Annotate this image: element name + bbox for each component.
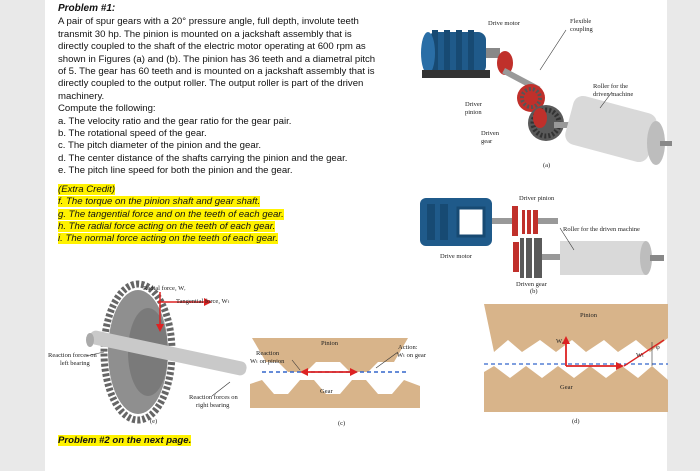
label-wr-d: Wᵣ <box>556 338 564 345</box>
label-roller-a-line1: Roller for the <box>593 83 629 90</box>
label-driver-pinion-a-line1: Driver <box>465 101 482 108</box>
figure-b-drawing <box>420 198 664 280</box>
extra-credit-item: i. The normal force acting on the teeth of each gear. <box>58 233 278 245</box>
label-pinion-d: Pinion <box>580 312 597 319</box>
next-page-note: Problem #2 on the next page. <box>58 435 192 446</box>
task-item: c. The pitch diameter of the pinion and the gear. <box>58 140 262 152</box>
motor-shaft-a <box>486 48 500 58</box>
statement-line: transmit 30 hp. The pinion is mounted on a jackshaft assembly that is <box>58 28 352 40</box>
extra-credit-item: g. The tangential force and on the teeth of each gear. <box>58 208 284 220</box>
caption-b: (b) <box>530 288 538 295</box>
compute-heading: Compute the following: <box>58 103 156 115</box>
label-gear-c: Gear <box>320 388 333 395</box>
label-reaction-left-line2: left bearing <box>60 360 90 367</box>
label-driven-gear-b: Driven gear <box>516 281 547 288</box>
statement-line: shown in Figures (a) and (b). The pinion has 36 teeth and a diametral pitch <box>58 53 376 65</box>
label-roller-b: Roller for the driven machine <box>563 226 640 233</box>
task-item: d. The center distance of the shafts carrying the pinion and the gear. <box>58 152 348 164</box>
statement-line: machinery. <box>58 90 105 102</box>
label-drive-motor-b: Drive motor <box>440 253 472 260</box>
driven-roller-b <box>560 241 646 275</box>
task-item: b. The rotational speed of the gear. <box>58 128 207 140</box>
label-reaction-c-line1: Reaction <box>256 350 280 357</box>
label-roller-a-line2: driven machine <box>593 91 634 98</box>
problem-title: Problem #1: <box>58 3 116 14</box>
label-pinion-c: Pinion <box>321 340 338 347</box>
label-tangential-force: Tangential force, Wₜ <box>176 298 230 305</box>
caption-e: (e) <box>150 418 158 425</box>
driven-gear-b <box>520 238 542 278</box>
gear-d <box>484 366 668 412</box>
extra-credit-heading: (Extra Credit) <box>58 183 116 195</box>
figure-c-drawing <box>250 338 420 408</box>
figure-a-drawing <box>421 30 672 165</box>
label-reaction-right-line1: Reaction forces on <box>189 394 238 401</box>
label-action-c-line2: Wₜ on gear <box>397 352 426 359</box>
caption-c: (c) <box>338 420 346 427</box>
pinion-d <box>484 304 668 352</box>
label-wt-d: Wₜ <box>636 352 645 359</box>
label-radial-force: Radial force, Wᵣ <box>143 285 186 292</box>
label-driven-gear-a-line1: Driven <box>481 130 500 137</box>
label-reaction-c-line2: Wₜ on pinion <box>250 358 285 365</box>
label-reaction-left-line1: Reaction forces on <box>48 352 97 359</box>
statement-line: directly coupled to the shaft of the electric motor operating at 600 rpm as <box>58 41 366 53</box>
label-driven-gear-a-line2: gear <box>481 138 493 145</box>
driven-roller-a <box>563 94 659 165</box>
extra-credit-item: h. The radial force acting on the teeth of each gear. <box>58 220 276 232</box>
caption-d: (d) <box>572 418 580 425</box>
driver-pinion-b <box>522 210 538 234</box>
label-driver-pinion-a-line2: pinion <box>465 109 482 116</box>
label-driver-pinion-b: Driver pinion <box>519 195 555 202</box>
label-flexible-coupling-line2: coupling <box>570 26 593 33</box>
task-item: e. The pitch line speed for both the pinion and the gear. <box>58 165 293 177</box>
label-phi-d: φ <box>656 344 660 351</box>
gear-c <box>250 380 420 408</box>
statement-line: A pair of spur gears with a 20° pressure angle, full depth, involute teeth <box>58 16 359 28</box>
statement-line: of 5. The gear has 60 teeth and is mounted on a jackshaft assembly that is <box>58 66 375 78</box>
label-action-c-line1: Action: <box>398 344 418 351</box>
label-flexible-coupling-line1: Flexible <box>570 18 592 25</box>
extra-credit-item: f. The torque on the pinion shaft and gear shaft. <box>58 196 261 208</box>
caption-a: (a) <box>543 162 551 169</box>
label-gear-d: Gear <box>560 384 573 391</box>
statement-line: directly coupled to the output roller. The output roller is part of the driven <box>58 78 364 90</box>
label-reaction-right-line2: right bearing <box>196 402 230 409</box>
task-item: a. The velocity ratio and the gear ratio for the gear pair. <box>58 115 292 127</box>
label-drive-motor-a: Drive motor <box>488 20 520 27</box>
